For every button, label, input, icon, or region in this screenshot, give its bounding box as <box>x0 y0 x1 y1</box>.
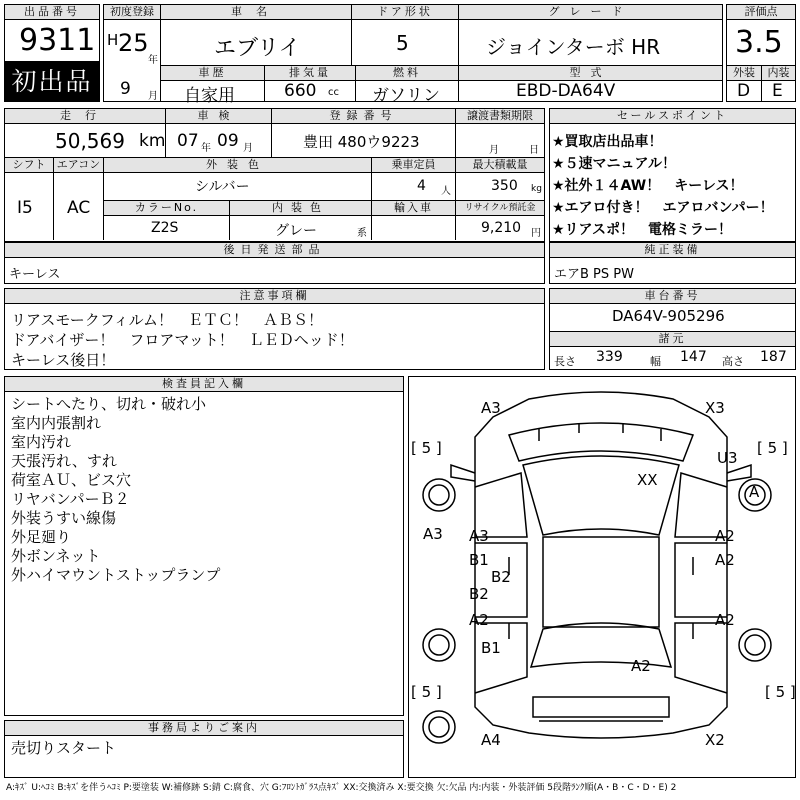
sales-point-4: ★エアロ付き！ エアロバンパー！ <box>552 200 774 216</box>
inspector-line-9: 外ボンネット <box>11 547 101 565</box>
inspection-label: 車検 <box>166 109 271 124</box>
sales-point-1: ★買取店出品車！ <box>552 134 663 150</box>
history-label: 車歴 <box>161 66 264 81</box>
interior-color-label: 内装色 <box>230 201 371 216</box>
exterior-color-label: 外装色 <box>104 158 371 173</box>
genuine-value: エアB PS PW <box>554 267 634 282</box>
plate: 豊田 480ウ9223 <box>303 133 420 151</box>
capacity-unit: 人 <box>441 186 451 197</box>
damage-mark: A2 <box>469 611 489 629</box>
plate-label: 登録番号 <box>272 109 455 124</box>
chassis-label: 車台番号 <box>550 289 795 304</box>
header-row-1 <box>103 4 723 106</box>
tire-mark-rear-left: [ 5 ] <box>411 683 442 701</box>
doors: 5 <box>396 31 409 55</box>
displacement-unit: cc <box>328 87 339 98</box>
rating: 3.5 <box>735 25 783 60</box>
inspector-line-5: 荷室ＡＵ、ビス穴 <box>11 471 132 489</box>
width: 147 <box>680 349 707 365</box>
inspector-line-7: 外装うすい線傷 <box>11 509 117 527</box>
transfer-month-unit: 月 <box>489 145 499 156</box>
first-reg-label: 初度登録 <box>104 5 160 20</box>
exterior-grade-label: 外装 <box>727 66 761 81</box>
damage-mark: XX <box>637 471 658 489</box>
recycle-label: リサイクル預託金 <box>456 201 544 216</box>
damage-diagram <box>408 376 796 778</box>
reg-year-unit: 年 <box>148 55 158 66</box>
row2-box <box>4 108 545 158</box>
damage-mark: U3 <box>717 449 738 467</box>
history: 自家用 <box>184 86 235 106</box>
insp-month-unit: 月 <box>243 143 253 154</box>
displacement-label: 排気量 <box>265 66 355 81</box>
reg-year: 25 <box>118 29 149 57</box>
damage-mark: B2 <box>491 568 511 586</box>
mileage-unit: km <box>139 131 166 151</box>
inspector-line-4: 天張汚れ、すれ <box>11 452 117 470</box>
color-no: Z2S <box>151 220 179 236</box>
capacity: 4 <box>417 178 426 194</box>
sales-point-5: ★リアスポ！ 電格ミラー！ <box>552 222 732 238</box>
era: H <box>107 31 119 49</box>
height-label: 高さ <box>722 355 744 368</box>
office-value: 売切りスタート <box>11 739 117 757</box>
lot-number: 9311 <box>19 23 96 58</box>
damage-mark: A3 <box>423 525 443 543</box>
inspector-line-8: 外足廻り <box>11 528 72 546</box>
first-listing-badge <box>4 62 100 102</box>
transfer-label: 譲渡書類期限 <box>456 109 544 124</box>
parts-box <box>4 242 545 284</box>
damage-mark: A2 <box>631 657 651 675</box>
lot-number-box <box>4 4 100 62</box>
shift: I5 <box>17 198 33 218</box>
dims-label: 諸元 <box>550 332 795 347</box>
damage-mark: A2 <box>715 551 735 569</box>
damage-mark: B1 <box>481 639 501 657</box>
model-label: 型式 <box>459 66 722 81</box>
capacity-label: 乗車定員 <box>372 158 455 173</box>
mileage-label: 走行 <box>5 109 165 124</box>
fuel: ガソリン <box>372 86 440 106</box>
chassis-number: DA64V-905296 <box>612 307 725 325</box>
insp-month: 09 <box>217 131 239 151</box>
interior-grade: E <box>772 81 783 101</box>
damage-mark: A3 <box>481 399 501 417</box>
rating-box <box>726 4 796 102</box>
sales-point-2: ★５速マニュアル！ <box>552 156 676 172</box>
door-label: ドア形状 <box>352 5 458 20</box>
damage-mark: B2 <box>469 585 489 603</box>
damage-mark: A2 <box>715 527 735 545</box>
interior-grade-label: 内装 <box>762 66 795 81</box>
notice-label: 注意事項欄 <box>5 289 544 304</box>
color-no-label: カラーNo. <box>104 201 229 216</box>
exterior-grade: D <box>737 81 751 101</box>
row3-box <box>4 158 545 242</box>
notice-line-3: キーレス後日！ <box>11 351 116 369</box>
reg-month: 9 <box>120 79 131 99</box>
length-label: 長さ <box>554 355 576 368</box>
inspector-line-2: 室内内張割れ <box>11 414 102 432</box>
parts-label: 後日発送部品 <box>5 243 544 258</box>
genuine-label: 純正装備 <box>550 243 795 258</box>
notice-box <box>4 288 545 370</box>
damage-mark: X3 <box>705 399 725 417</box>
interior-color-unit: 系 <box>357 228 367 239</box>
load-label: 最大積載量 <box>456 158 544 173</box>
damage-mark: B1 <box>469 551 489 569</box>
damage-legend: A:ｷｽﾞ U:ﾍｺﾐ B:ｷｽﾞを伴うﾍｺﾐ P:要塗装 W:補修跡 S:錆 C:腐食、穴 G:ﾌﾛﾝﾄｶﾞﾗｽ点ｷｽﾞ XX:交換済み X:要交換 欠:欠品 内:内装・外装評価 5段階ﾗﾝｸ順(A・B・C・D・E) 2 <box>6 783 677 793</box>
length: 339 <box>596 349 623 365</box>
office-label: 事務局よりご案内 <box>5 721 403 736</box>
ac: AC <box>67 198 91 218</box>
transfer-day-unit: 日 <box>529 145 539 156</box>
damage-mark: A3 <box>469 527 489 545</box>
damage-mark: A <box>749 483 760 501</box>
parts-value: キーレス <box>9 267 61 282</box>
exterior-color: シルバー <box>195 179 250 195</box>
insp-year: 07 <box>177 131 199 151</box>
width-label: 幅 <box>650 355 661 368</box>
mileage: 50,569 <box>55 129 125 153</box>
load: 350 <box>491 178 518 194</box>
first-listing-text: 初出品 <box>11 67 93 96</box>
damage-mark: A2 <box>715 611 735 629</box>
interior-color: グレー <box>275 223 317 239</box>
load-unit: kg <box>531 184 542 194</box>
inspector-line-6: リヤバンパーＢ２ <box>11 490 130 508</box>
car-name: エブリイ <box>214 36 301 61</box>
lot-label: 出品番号 <box>5 5 99 20</box>
tire-mark-front-left: [ 5 ] <box>411 439 442 457</box>
shift-label: シフト <box>5 158 53 173</box>
recycle: 9,210 <box>481 220 522 236</box>
sales-point-3: ★社外１４AW！ キーレス！ <box>552 178 744 194</box>
car-name-label: 車名 <box>161 5 351 20</box>
recycle-unit: 円 <box>531 228 541 239</box>
rating-label: 評価点 <box>727 5 795 20</box>
inspector-box <box>4 376 404 716</box>
inspector-label: 検査員記入欄 <box>5 377 403 392</box>
import-label: 輸入車 <box>372 201 455 216</box>
reg-month-unit: 月 <box>148 91 158 102</box>
sales-points-box <box>549 108 796 242</box>
insp-year-unit: 年 <box>201 143 211 154</box>
tire-mark-rear-right: [ 5 ] <box>765 683 796 701</box>
ac-label: エアコン <box>54 158 103 173</box>
damage-mark: X2 <box>705 731 725 749</box>
damage-mark: A4 <box>481 731 501 749</box>
grade-label: グレード <box>459 5 722 20</box>
fuel-label: 燃料 <box>356 66 458 81</box>
car-outline-diagram <box>409 377 795 777</box>
sales-points-label: セールスポイント <box>550 109 795 124</box>
inspector-line-3: 室内汚れ <box>11 433 72 451</box>
grade: ジョインターボ HR <box>486 35 661 59</box>
tire-mark-front-right: [ 5 ] <box>757 439 788 457</box>
office-box <box>4 720 404 778</box>
chassis-box <box>549 288 796 370</box>
inspector-line-10: 外ハイマウントストップランプ <box>11 566 221 584</box>
height: 187 <box>760 349 787 365</box>
model: EBD-DA64V <box>516 81 616 101</box>
displacement: 660 <box>284 81 317 101</box>
genuine-box <box>549 242 796 284</box>
inspector-line-1: シートへたり、切れ・破れ小 <box>11 395 207 413</box>
notice-line-1: リアスモークフィルム！ ＥＴＣ！ ＡＢＳ！ <box>11 311 324 329</box>
notice-line-2: ドアバイザー！ フロアマット！ ＬＥＤヘッド！ <box>11 331 354 349</box>
